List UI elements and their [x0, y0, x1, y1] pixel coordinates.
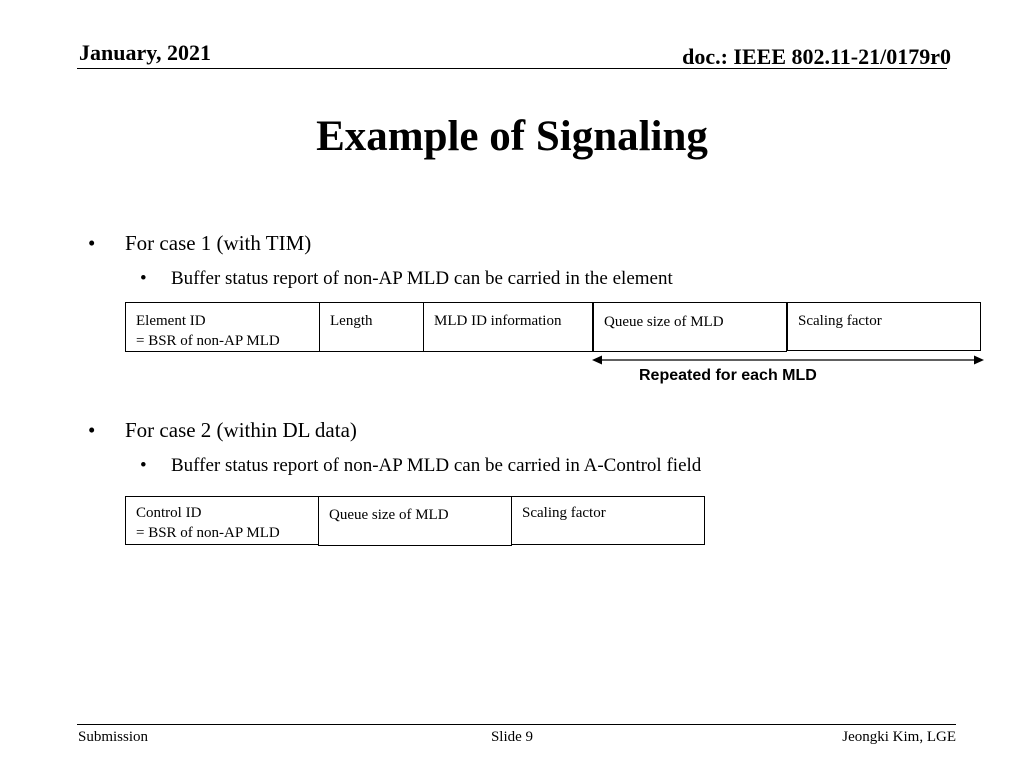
field-line2: = BSR of non-AP MLD	[136, 525, 280, 541]
field-line1: Control ID	[136, 505, 202, 521]
bullet-case2-text: For case 2 (within DL data)	[125, 418, 357, 442]
sub-bullet-dot: •	[140, 268, 147, 289]
field-line1: Queue size of MLD	[329, 507, 449, 523]
sub-bullet-case2-text: Buffer status report of non-AP MLD can be carried in A-Control field	[171, 455, 702, 476]
field-line1: MLD ID information	[434, 313, 562, 329]
field-control-id	[125, 496, 319, 545]
sub-bullet-case1-text: Buffer status report of non-AP MLD can be carried in the element	[171, 268, 673, 289]
repeat-span-arrow	[590, 352, 986, 368]
field-line2: = BSR of non-AP MLD	[136, 333, 280, 349]
sub-bullet-dot: •	[140, 455, 147, 476]
field-line1: Scaling factor	[522, 505, 606, 521]
field-scaling-factor	[511, 496, 705, 545]
footer-slide-number: Slide 9	[490, 729, 534, 745]
footer-divider	[77, 724, 956, 725]
bullet-dot: •	[88, 231, 96, 255]
slide-title: Example of Signaling	[316, 113, 708, 160]
header-doc-id: doc.: IEEE 802.11-21/0179r0	[682, 44, 951, 69]
field-scaling-factor	[787, 302, 981, 351]
header-date: January, 2021	[79, 40, 212, 65]
field-line1: Scaling factor	[798, 313, 882, 329]
bullet-case1	[88, 231, 95, 256]
field-queue-size-of-mld	[593, 302, 787, 352]
field-mld-id-information	[423, 302, 593, 352]
repeat-label: Repeated for each MLD	[639, 367, 817, 384]
bullet-dot: •	[88, 418, 96, 442]
field-line1: Length	[330, 313, 373, 329]
footer-submission: Submission	[78, 729, 149, 745]
bullet-case1-text: For case 1 (with TIM)	[125, 231, 312, 255]
footer-author: Jeongki Kim, LGE	[842, 729, 956, 745]
field-element-id	[125, 302, 320, 352]
field-queue-size-of-mld	[318, 496, 512, 546]
field-line1: Queue size of MLD	[604, 314, 724, 330]
field-line1: Element ID	[136, 313, 206, 329]
field-length	[319, 302, 424, 352]
bullet-case2	[88, 418, 95, 443]
header-divider	[77, 68, 947, 69]
